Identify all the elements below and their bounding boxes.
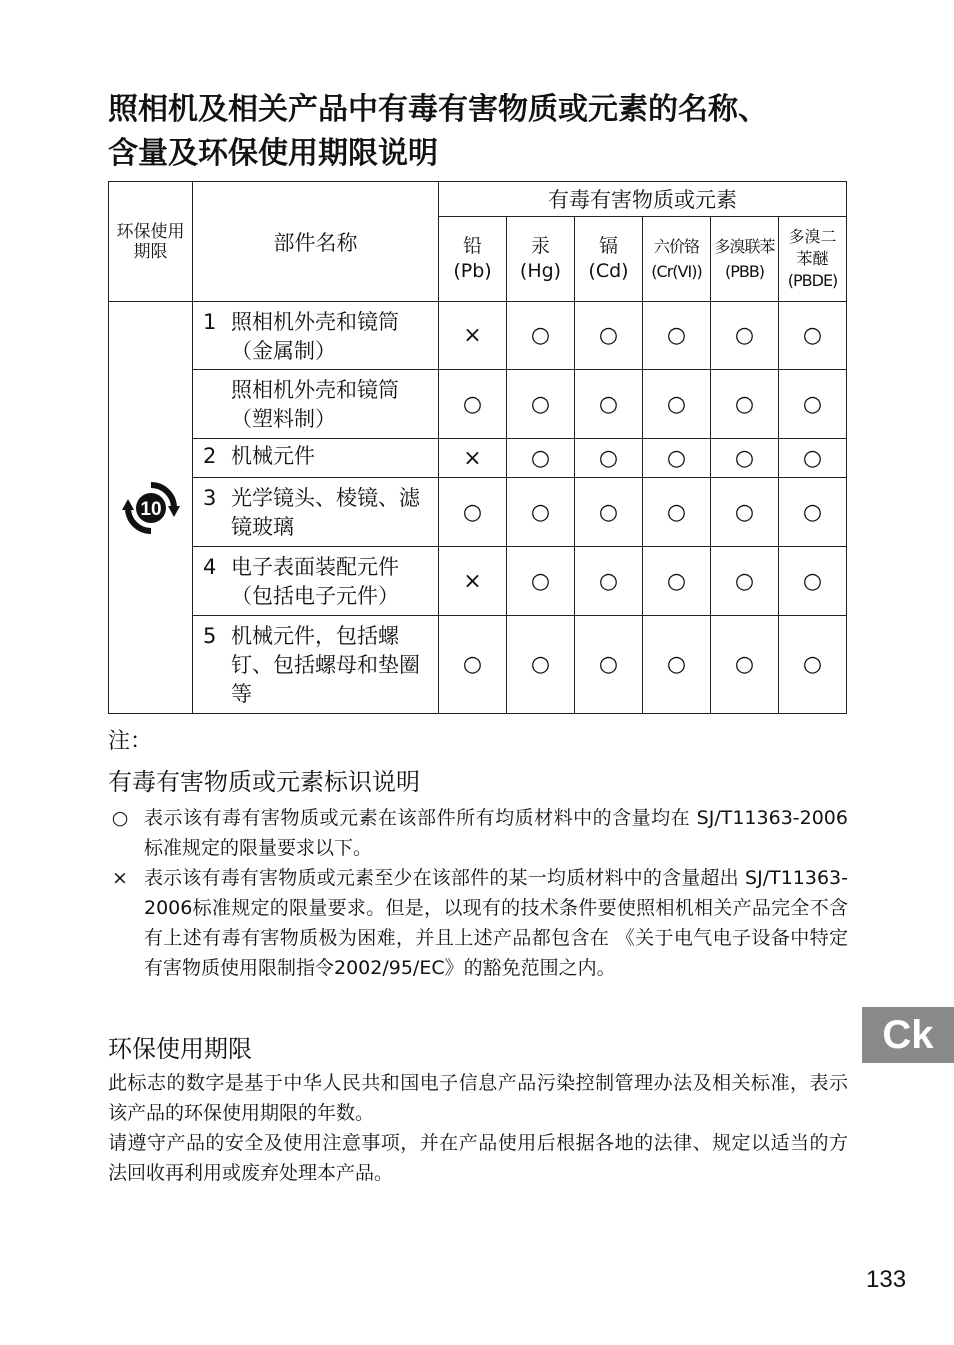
value-cell: ○ [507, 616, 575, 714]
header-element [643, 217, 711, 302]
period-section-title: 环保使用期限 [108, 1035, 252, 1063]
title-line-1: 照相机及相关产品中有毒有害物质或元素的名称、 [108, 92, 768, 127]
header-part-name: 部件名称 [193, 182, 439, 302]
value-cell: ○ [507, 370, 575, 439]
part-name: 照相机外壳和镜筒（金属制） [231, 310, 399, 363]
value-cell: ○ [507, 439, 575, 478]
header-period: 环保使用期限 [109, 182, 193, 302]
value-cell: ○ [575, 547, 643, 616]
epup-10-icon [121, 478, 181, 538]
value-cell: ○ [711, 439, 779, 478]
value-cell: ○ [711, 547, 779, 616]
element-symbol: (PBB) [724, 262, 765, 281]
value-cell: × [439, 439, 507, 478]
title-line-2: 含量及环保使用期限说明 [108, 136, 438, 171]
element-symbol: (Cr(VI)) [651, 262, 702, 281]
value-cell: ○ [711, 370, 779, 439]
value-cell: ○ [711, 302, 779, 370]
element-symbol: (Pb) [453, 260, 492, 282]
value-cell: ○ [575, 616, 643, 714]
hazardous-substances-table [108, 181, 847, 714]
legend-text: 表示该有毒有害物质或元素在该部件所有均质材料中的含量均在 SJ/T11363-2006标准规定的限量要求以下。 [144, 807, 848, 859]
value-cell: ○ [507, 478, 575, 547]
header-element [439, 217, 507, 302]
part-cell [193, 616, 439, 714]
period-paragraph-1: 此标志的数字是基于中华人民共和国电子信息产品污染控制管理办法及相关标准，表示该产品的环保使用期限的年数。 [108, 1072, 848, 1124]
legend-item-cross [108, 863, 848, 983]
part-number: 2 [203, 444, 217, 468]
part-number: 5 [203, 624, 217, 648]
value-cell: ○ [507, 302, 575, 370]
value-cell: ○ [439, 616, 507, 714]
header-element [779, 217, 847, 302]
element-name: 汞 [530, 235, 550, 257]
value-cell: ○ [507, 547, 575, 616]
element-name: 多溴联苯 [714, 237, 775, 256]
element-symbol: (Cd) [588, 260, 629, 282]
element-symbol: (Hg) [519, 260, 562, 282]
element-name: 多溴二苯醚 [788, 227, 837, 268]
value-cell: ○ [779, 616, 847, 714]
header-substances: 有毒有害物质或元素 [439, 182, 847, 217]
page-number: 133 [866, 1266, 907, 1293]
language-tab: Ck [862, 1007, 954, 1063]
note-label: 注： [108, 729, 153, 754]
part-cell [193, 478, 439, 547]
part-name: 电子表面装配元件（包括电子元件） [231, 555, 399, 608]
part-name: 机械元件 [231, 444, 315, 468]
value-cell: ○ [643, 439, 711, 478]
legend-text: 表示该有毒有害物质或元素至少在该部件的某一均质材料中的含量超出 SJ/T11363-2006标准规定的限量要求。但是，以现有的技术条件要使照相机相关产品完全不含有上述有毒有害物质极为困难，并且上述产品都包含在 《关于电气电子设备中特定有害物质使用限制指令2002/95/EC》的豁免范围之内。 [144, 867, 848, 979]
part-name: 光学镜头、棱镜、滤镜玻璃 [231, 486, 420, 539]
value-cell: ○ [643, 547, 711, 616]
value-cell: ○ [779, 439, 847, 478]
part-name: 照相机外壳和镜筒（塑料制） [231, 378, 399, 431]
header-element [711, 217, 779, 302]
legend-title: 有毒有害物质或元素标识说明 [108, 768, 420, 796]
part-cell [193, 439, 439, 478]
value-cell: ○ [643, 302, 711, 370]
value-cell: ○ [711, 478, 779, 547]
value-cell: ○ [779, 478, 847, 547]
cross-symbol: × [112, 867, 128, 889]
value-cell: ○ [711, 616, 779, 714]
value-cell: ○ [779, 370, 847, 439]
header-element [575, 217, 643, 302]
value-cell: × [439, 547, 507, 616]
part-cell [193, 302, 439, 370]
legend-item-circle [108, 803, 848, 863]
part-cell [193, 370, 439, 439]
value-cell: ○ [643, 616, 711, 714]
page-title [108, 88, 868, 176]
circle-symbol: ○ [111, 807, 129, 829]
element-name: 六价铬 [653, 237, 699, 256]
value-cell: ○ [779, 547, 847, 616]
part-number: 3 [203, 486, 217, 510]
period-paragraph-2: 请遵守产品的安全及使用注意事项，并在产品使用后根据各地的法律、规定以适当的方法回收再利用或废弃处理本产品。 [108, 1132, 848, 1184]
value-cell: ○ [643, 370, 711, 439]
element-name: 镉 [598, 235, 618, 257]
value-cell: ○ [643, 478, 711, 547]
value-cell: ○ [575, 478, 643, 547]
element-name: 铅 [462, 235, 482, 257]
epup-years: 10 [139, 498, 162, 520]
period-cell [109, 302, 193, 714]
value-cell: ○ [575, 370, 643, 439]
value-cell: ○ [779, 302, 847, 370]
value-cell: ○ [575, 302, 643, 370]
value-cell: × [439, 302, 507, 370]
value-cell: ○ [439, 370, 507, 439]
part-number: 4 [203, 555, 217, 579]
element-symbol: (PBDE) [787, 271, 838, 290]
header-element [507, 217, 575, 302]
part-name: 机械元件，包括螺钉、包括螺母和垫圈等 [231, 624, 420, 706]
part-cell [193, 547, 439, 616]
part-number: 1 [203, 310, 217, 334]
value-cell: ○ [439, 478, 507, 547]
value-cell: ○ [575, 439, 643, 478]
